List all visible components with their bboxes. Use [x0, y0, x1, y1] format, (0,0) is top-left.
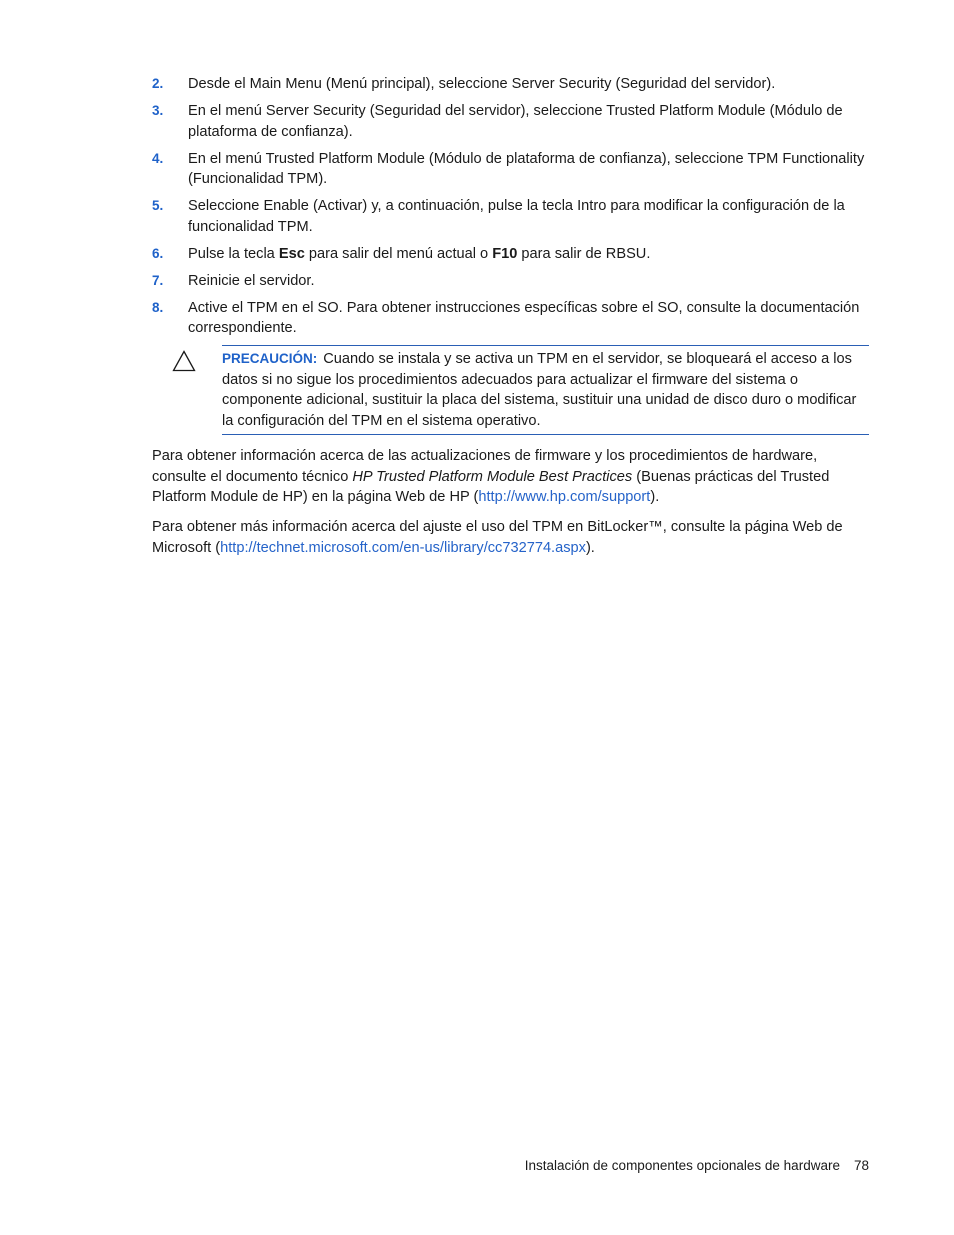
step-text: Active el TPM en el SO. Para obtener instrucciones específicas sobre el SO, consulte la documentación correspondiente. [188, 299, 860, 336]
step-text: Desde el Main Menu (Menú principal), seleccione Server Security (Seguridad del servidor). [188, 76, 776, 92]
esc-key-label: Esc [278, 245, 305, 262]
step-text: En el menú Trusted Platform Module (Módulo de plataforma de confianza), seleccione TPM Functionality (Funcionalidad TPM). [188, 150, 865, 187]
footer-section-title: Instalación de componentes opcionales de hardware [524, 1158, 840, 1173]
f10-key-label: F10 [492, 245, 518, 262]
firmware-paragraph [152, 446, 870, 508]
step-3 [152, 101, 870, 142]
step-text-post: para salir de RBSU. [517, 245, 651, 262]
step-number: 5. [152, 198, 164, 213]
step-text: Reinicie el servidor. [188, 272, 315, 289]
bitlocker-paragraph [152, 517, 870, 558]
paragraph-text: Para obtener más información acerca del ajuste el uso del TPM en BitLocker™, consulte la página Web de Microsoft ( [152, 519, 843, 556]
step-5 [152, 196, 870, 237]
document-title: HP Trusted Platform Module Best Practices [352, 468, 633, 485]
page-footer [525, 1158, 869, 1173]
step-text: Seleccione Enable (Activar) y, a continuación, pulse la tecla Intro para modificar la configuración de la funcionalidad TPM. [188, 198, 845, 235]
step-number: 4. [152, 150, 164, 166]
step-number: 6. [152, 245, 164, 261]
step-text: En el menú Server Security (Seguridad del servidor), seleccione Trusted Platform Module (Módulo de plataforma de confianza). [188, 103, 843, 140]
step-4 [152, 149, 870, 190]
step-number: 7. [152, 272, 164, 288]
step-number: 2. [152, 76, 164, 91]
step-text-mid: para salir del menú actual o [304, 245, 493, 262]
step-6 [152, 244, 870, 265]
step-number: 3. [152, 103, 164, 118]
caution-label: PRECAUCIÓN: [222, 351, 318, 366]
caution-box [222, 345, 869, 435]
caution-text: Cuando se instala y se activa un TPM en el servidor, se bloqueará el acceso a los datos si no sigue los procedimientos adecuados para actualizar el firmware del sistema o componente adicional, sustituir la placa del sistema, sustituir una unidad de disco duro o modificar la configuración del TPM en el sistema operativo. [222, 351, 857, 429]
step-7 [152, 271, 870, 292]
step-8 [152, 298, 870, 339]
step-2 [152, 74, 870, 95]
paragraph-text: ). [585, 539, 595, 556]
procedure-steps [152, 74, 870, 345]
step-text [188, 244, 870, 265]
microsoft-technet-link[interactable]: http://technet.microsoft.com/en-us/library/cc732774.aspx [220, 539, 586, 556]
step-number: 8. [152, 299, 164, 315]
step-text-pre: Pulse la tecla [188, 245, 279, 262]
paragraph-text: (Buenas prácticas del Trusted Platform Module de HP) en la página Web de HP ( [152, 468, 830, 505]
caution-notice [172, 345, 869, 434]
page-number: 78 [853, 1158, 869, 1173]
warning-triangle-icon [172, 350, 196, 372]
paragraph-text: ). [650, 489, 660, 505]
paragraph-text: Para obtener información acerca de las actualizaciones de firmware y los procedimientos de hardware, consulte el documento técnico [152, 448, 818, 485]
hp-support-link[interactable]: http://www.hp.com/support [478, 489, 651, 505]
